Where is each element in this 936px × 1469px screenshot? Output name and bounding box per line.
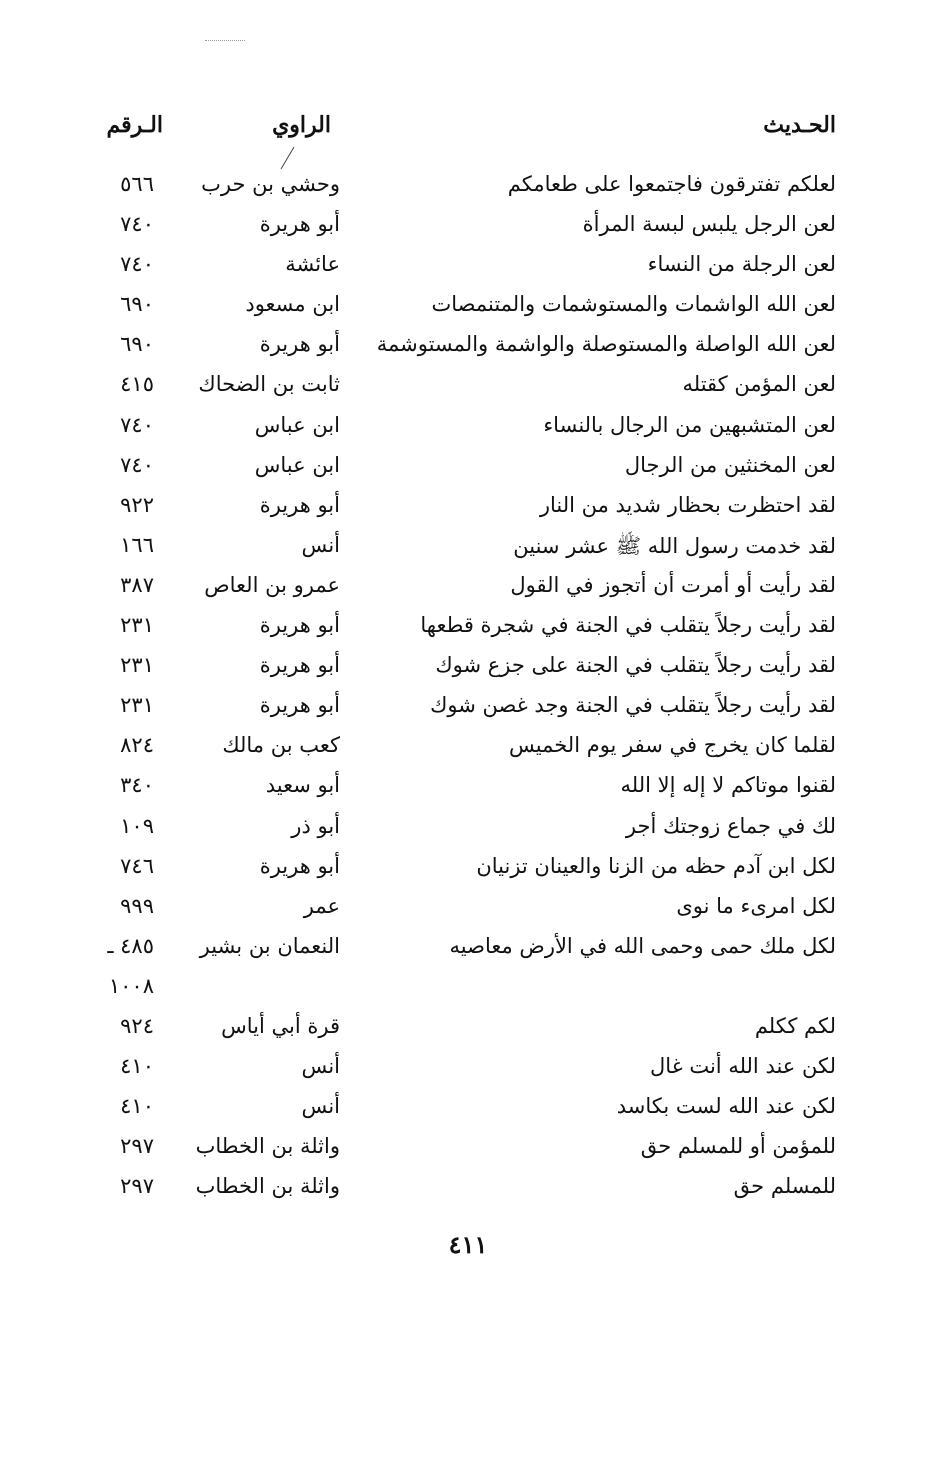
hadith-text: لعن الله الواصلة والمستوصلة والواشمة والمستوشمة (376, 332, 836, 357)
table-row (0, 731, 936, 771)
narrator: أبو سعيد (265, 773, 340, 798)
hadith-number: ٧٤٠ (120, 212, 154, 237)
table-row (0, 571, 936, 611)
hadith-text: لقد رأيت رجلاً يتقلب في الجنة على جزع شوك (435, 653, 836, 678)
narrator: أبو هريرة (259, 332, 340, 357)
pen-stroke-mark (278, 145, 296, 171)
hadith-number: ٢٩٧ (120, 1174, 154, 1199)
table-row (0, 932, 936, 972)
hadith-text: لكن عند الله أنت غال (650, 1054, 836, 1079)
table-row (0, 451, 936, 491)
narrator: أبو هريرة (259, 212, 340, 237)
hadith-text: لعن المتشبهين من الرجال بالنساء (543, 412, 836, 437)
narrator: ابن عباس (254, 452, 340, 477)
hadith-number: ٩٩٩ (120, 893, 154, 918)
hadith-number: ٢٩٧ (120, 1134, 154, 1159)
table-row (0, 370, 936, 410)
hadith-text: لكل ملك حمى وحمى الله في الأرض معاصيه (449, 933, 836, 958)
narrator: أبو هريرة (259, 853, 340, 878)
hadith-number: ٥٦٦ (120, 172, 154, 196)
hadith-number: ٢٣١ (120, 653, 154, 678)
hadith-text: لقد رأيت أو أمرت أن أتجوز في القول (510, 572, 836, 597)
hadith-text: لك في جماع زوجتك أجر (625, 813, 836, 838)
hadith-number: ٧٤٠ (120, 252, 154, 277)
hadith-index-table (0, 170, 936, 1212)
narrator: أنس (301, 1094, 340, 1119)
hadith-number: ٧٤٦ (120, 853, 154, 878)
narrator: ابن مسعود (245, 292, 340, 317)
hadith-text: لقلما كان يخرج في سفر يوم الخميس (508, 733, 836, 758)
hadith-number: ٣٨٧ (120, 572, 154, 597)
narrator: عمر (303, 893, 340, 918)
narrator: النعمان بن بشير (199, 933, 340, 958)
table-row (0, 892, 936, 932)
narrator: قرة أبي أياس (221, 1013, 340, 1038)
hadith-number: ٦٩٠ (120, 332, 154, 357)
narrator: ثابت بن الضحاك (198, 372, 340, 397)
table-row (0, 250, 936, 290)
hadith-text: لعن المؤمن كقتله (682, 372, 836, 397)
hadith-number: ٧٤٠ (120, 452, 154, 477)
hadith-text: لكن عند الله لست بكاسد (616, 1094, 836, 1119)
table-row (0, 1092, 936, 1132)
hadith-text: لكل ابن آدم حظه من الزنا والعينان تزنيان (476, 853, 836, 878)
hadith-number: ٨٢٤ (120, 733, 154, 758)
hadith-number: ٤١٠ (120, 1094, 154, 1119)
hadith-text: للمؤمن أو للمسلم حق (640, 1134, 836, 1159)
hadith-number: ٢٣١ (120, 693, 154, 718)
table-row (0, 531, 936, 571)
hadith-text: لعن الرجلة من النساء (647, 252, 836, 277)
hadith-number: ٤١٠ (120, 1054, 154, 1079)
hadith-text: لقنوا موتاكم لا إله إلا الله (620, 773, 836, 798)
narrator: ابن عباس (254, 412, 340, 437)
narrator: كعب بن مالك (222, 733, 340, 758)
narrator: أبو ذر (291, 813, 340, 838)
table-row (0, 852, 936, 892)
table-row (0, 491, 936, 531)
table-row (0, 170, 936, 210)
page-number: ٤١١ (448, 1230, 488, 1259)
hadith-text: لقد رأيت رجلاً يتقلب في الجنة وجد غصن شوك (430, 693, 836, 718)
hadith-number: ٩٢٤ (120, 1013, 154, 1038)
hadith-number: ٢٣١ (120, 613, 154, 638)
narrator: أبو هريرة (259, 693, 340, 718)
hadith-text: لعن المخنثين من الرجال (624, 452, 836, 477)
hadith-text: لعلكم تفترقون فاجتمعوا على طعامكم (507, 172, 836, 196)
hadith-text: لعن الله الواشمات والمستوشمات والمتنمصات (431, 292, 836, 317)
hadith-text: لعن الرجل يلبس لبسة المرأة (582, 212, 836, 237)
table-row (0, 691, 936, 731)
narrator: واثلة بن الخطاب (195, 1134, 340, 1159)
hadith-text: لكم ككلم (754, 1013, 836, 1038)
table-row (0, 411, 936, 451)
table-row (0, 210, 936, 250)
hadith-text: لقد رأيت رجلاً يتقلب في الجنة في شجرة قطعها (420, 613, 836, 638)
narrator: وحشي بن حرب (201, 172, 340, 196)
hadith-number: ٣٤٠ (120, 773, 154, 798)
hadith-number: ١٠٠٨ (108, 973, 154, 998)
table-row (0, 972, 936, 1012)
table-row (0, 651, 936, 691)
narrator: أبو هريرة (259, 653, 340, 678)
table-row (0, 611, 936, 651)
hadith-text: لكل امرىء ما نوى (676, 893, 836, 918)
hadith-number: ٤١٥ (120, 372, 154, 397)
narrator: أبو هريرة (259, 492, 340, 517)
table-row (0, 290, 936, 330)
hadith-number: ٩٢٢ (120, 492, 154, 517)
hadith-text: للمسلم حق (733, 1174, 836, 1199)
hadith-text: لقد احتظرت بحظار شديد من النار (539, 492, 836, 517)
table-header (0, 112, 936, 152)
table-row (0, 1052, 936, 1092)
table-row (0, 812, 936, 852)
narrator: عمرو بن العاص (204, 572, 340, 597)
header-number: الـرقم (106, 112, 163, 138)
narrator: أنس (301, 1054, 340, 1079)
narrator: أبو هريرة (259, 613, 340, 638)
table-row (0, 1132, 936, 1172)
table-row (0, 1012, 936, 1052)
table-row (0, 1172, 936, 1212)
table-row (0, 330, 936, 370)
hadith-number: ٤٨٥ ـ (107, 933, 154, 958)
narrator: واثلة بن الخطاب (195, 1174, 340, 1199)
narrator: أنس (301, 532, 340, 557)
hadith-number: ٦٩٠ (120, 292, 154, 317)
hadith-number: ١٠٩ (120, 813, 154, 838)
hadith-number: ٧٤٠ (120, 412, 154, 437)
hadith-text: لقد خدمت رسول الله ﷺ عشر سنين (513, 533, 836, 558)
scan-mark (205, 40, 245, 44)
header-rawi: الراوي (272, 112, 331, 138)
hadith-number: ١٦٦ (120, 532, 154, 557)
narrator: عائشة (285, 252, 340, 277)
table-row (0, 771, 936, 811)
header-hadith: الحـديث (763, 112, 836, 138)
